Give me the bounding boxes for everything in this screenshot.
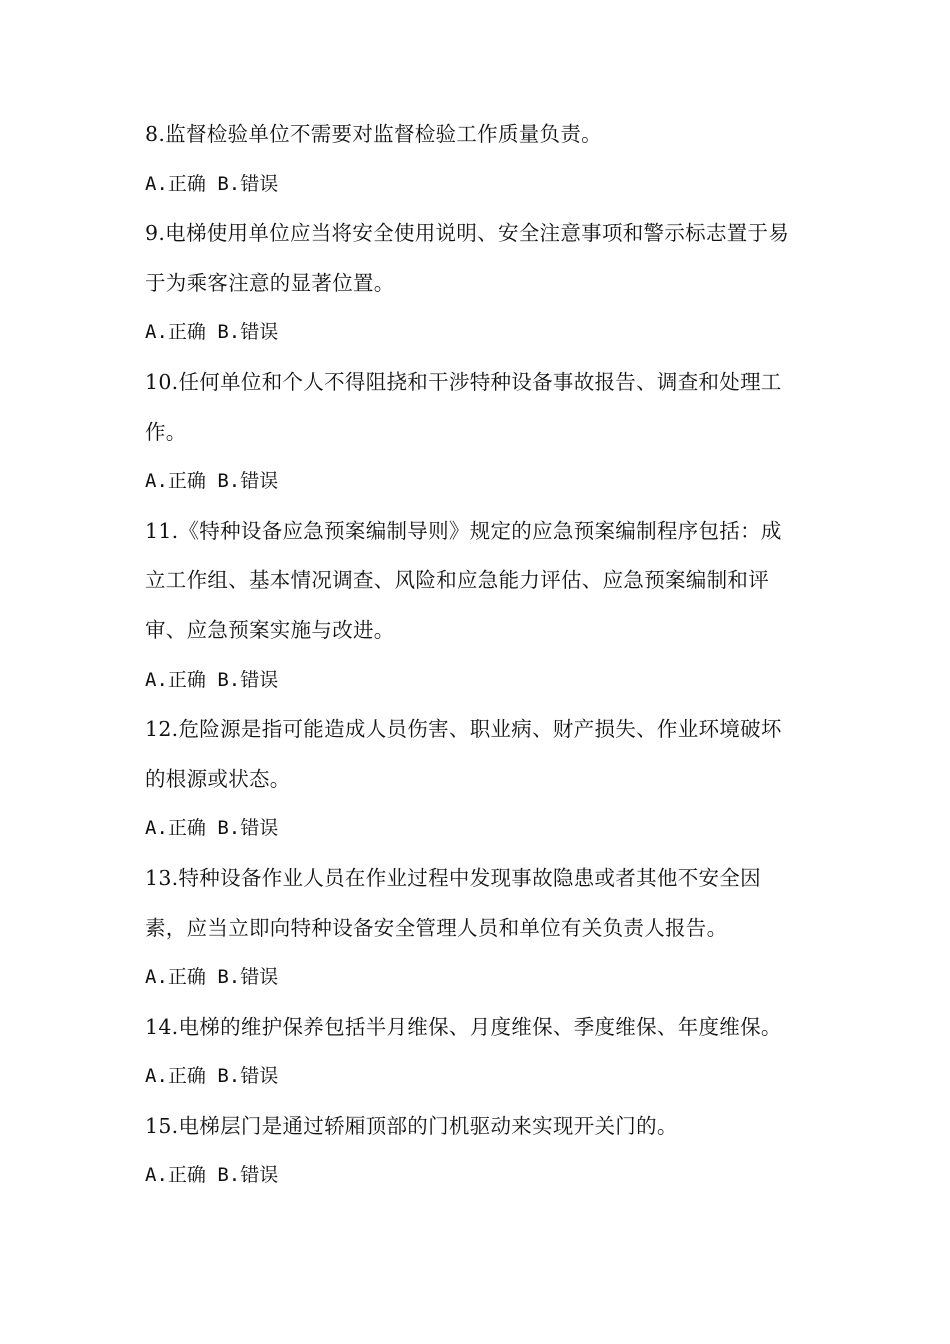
question-13 bbox=[145, 854, 810, 1003]
question-text: 15.电梯层门是通过轿厢顶部的门机驱动来实现开关门的。 bbox=[145, 1113, 678, 1138]
question-text: 9.电梯使用单位应当将安全使用说明、安全注意事项和警示标志置于易 bbox=[145, 221, 790, 246]
answer-options: A.正确 B.错误 bbox=[145, 1065, 279, 1088]
question-list bbox=[145, 110, 810, 1201]
question-14 bbox=[145, 1003, 810, 1102]
answer-options: A.正确 B.错误 bbox=[145, 966, 279, 989]
question-text: 于为乘客注意的显著位置。 bbox=[145, 270, 395, 295]
question-text: 审、应急预案实施与改进。 bbox=[145, 617, 395, 642]
question-text: 8.监督检验单位不需要对监督检验工作质量负责。 bbox=[145, 122, 602, 146]
question-text: 素，应当立即向特种设备安全管理人员和单位有关负责人报告。 bbox=[145, 915, 728, 940]
question-text: 立工作组、基本情况调查、风险和应急能力评估、应急预案编制和评 bbox=[145, 568, 769, 593]
question-text: 作。 bbox=[145, 419, 187, 444]
question-10 bbox=[145, 358, 810, 507]
question-text: 14.电梯的维护保养包括半月维保、月度维保、季度维保、年度维保。 bbox=[145, 1014, 782, 1039]
answer-options: A.正确 B.错误 bbox=[145, 172, 279, 195]
answer-options: A.正确 B.错误 bbox=[145, 817, 279, 840]
answer-options: A.正确 B.错误 bbox=[145, 470, 279, 493]
answer-options: A.正确 B.错误 bbox=[145, 668, 279, 691]
answer-options: A.正确 B.错误 bbox=[145, 321, 279, 344]
question-9 bbox=[145, 209, 810, 358]
question-text: 10.任何单位和个人不得阻挠和干涉特种设备事故报告、调查和处理工 bbox=[145, 369, 782, 394]
question-15 bbox=[145, 1102, 810, 1201]
question-text: 的根源或状态。 bbox=[145, 766, 291, 791]
question-text: 11.《特种设备应急预案编制导则》规定的应急预案编制程序包括：成 bbox=[145, 518, 782, 543]
question-text: 13.特种设备作业人员在作业过程中发现事故隐患或者其他不安全因 bbox=[145, 865, 761, 890]
answer-options: A.正确 B.错误 bbox=[145, 1164, 279, 1187]
question-11 bbox=[145, 507, 810, 705]
question-12 bbox=[145, 705, 810, 854]
question-8 bbox=[145, 110, 810, 209]
question-text: 12.危险源是指可能造成人员伤害、职业病、财产损失、作业环境破坏 bbox=[145, 717, 782, 742]
